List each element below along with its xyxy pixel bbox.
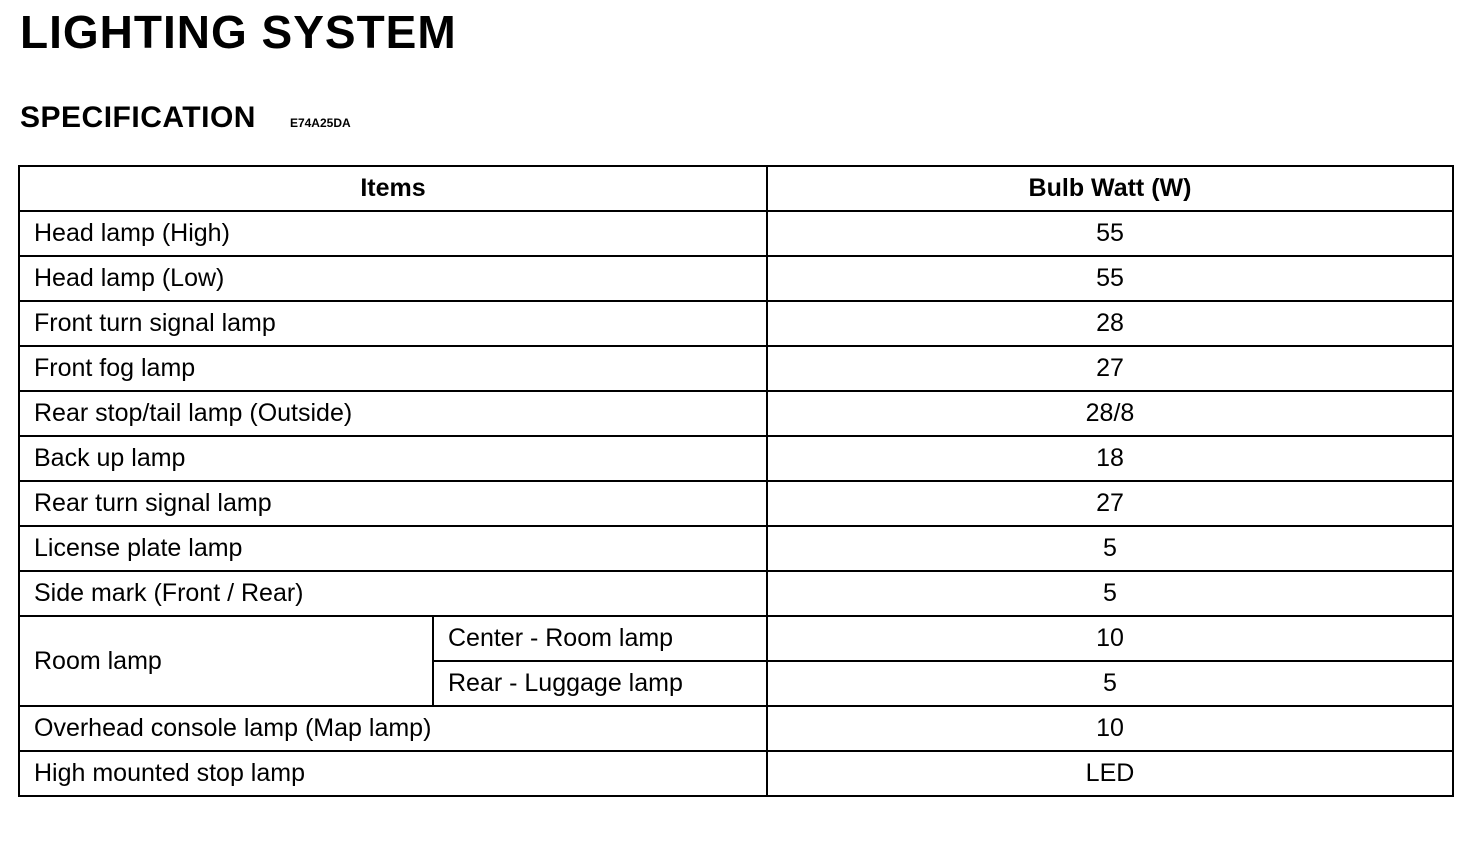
row-item: License plate lamp xyxy=(19,526,767,571)
row-item: High mounted stop lamp xyxy=(19,751,767,796)
row-value: 18 xyxy=(767,436,1453,481)
table-row-room-lamp-center xyxy=(19,616,1453,661)
header-bulb-watt: Bulb Watt (W) xyxy=(767,166,1453,211)
specification-table xyxy=(18,165,1454,797)
row-item: Rear turn signal lamp xyxy=(19,481,767,526)
table-row xyxy=(19,706,1453,751)
row-item: Head lamp (Low) xyxy=(19,256,767,301)
section-title: SPECIFICATION xyxy=(20,101,256,134)
row-item: Side mark (Front / Rear) xyxy=(19,571,767,616)
row-value: 10 xyxy=(767,616,1453,661)
table-row xyxy=(19,751,1453,796)
table-row xyxy=(19,301,1453,346)
row-value: 5 xyxy=(767,526,1453,571)
table-row xyxy=(19,391,1453,436)
table-row xyxy=(19,571,1453,616)
row-item: Head lamp (High) xyxy=(19,211,767,256)
row-value: 10 xyxy=(767,706,1453,751)
row-item: Rear stop/tail lamp (Outside) xyxy=(19,391,767,436)
row-item: Back up lamp xyxy=(19,436,767,481)
room-lamp-sub-item: Center - Room lamp xyxy=(433,616,767,661)
section-header xyxy=(20,100,351,136)
row-value: LED xyxy=(767,751,1453,796)
row-value: 28/8 xyxy=(767,391,1453,436)
section-code: E74A25DA xyxy=(289,116,351,130)
table-header-row xyxy=(19,166,1453,211)
page-title: LIGHTING SYSTEM xyxy=(20,6,457,58)
row-item: Front turn signal lamp xyxy=(19,301,767,346)
row-value: 5 xyxy=(767,571,1453,616)
table-row xyxy=(19,256,1453,301)
row-value: 27 xyxy=(767,481,1453,526)
table-row xyxy=(19,526,1453,571)
row-value: 27 xyxy=(767,346,1453,391)
row-value: 5 xyxy=(767,661,1453,706)
table-row xyxy=(19,211,1453,256)
room-lamp-sub-item: Rear - Luggage lamp xyxy=(433,661,767,706)
table-row xyxy=(19,436,1453,481)
row-value: 28 xyxy=(767,301,1453,346)
row-item: Front fog lamp xyxy=(19,346,767,391)
row-value: 55 xyxy=(767,256,1453,301)
table-row xyxy=(19,346,1453,391)
header-items: Items xyxy=(19,166,767,211)
table-row xyxy=(19,481,1453,526)
room-lamp-label: Room lamp xyxy=(19,616,433,706)
row-value: 55 xyxy=(767,211,1453,256)
row-item: Overhead console lamp (Map lamp) xyxy=(19,706,767,751)
